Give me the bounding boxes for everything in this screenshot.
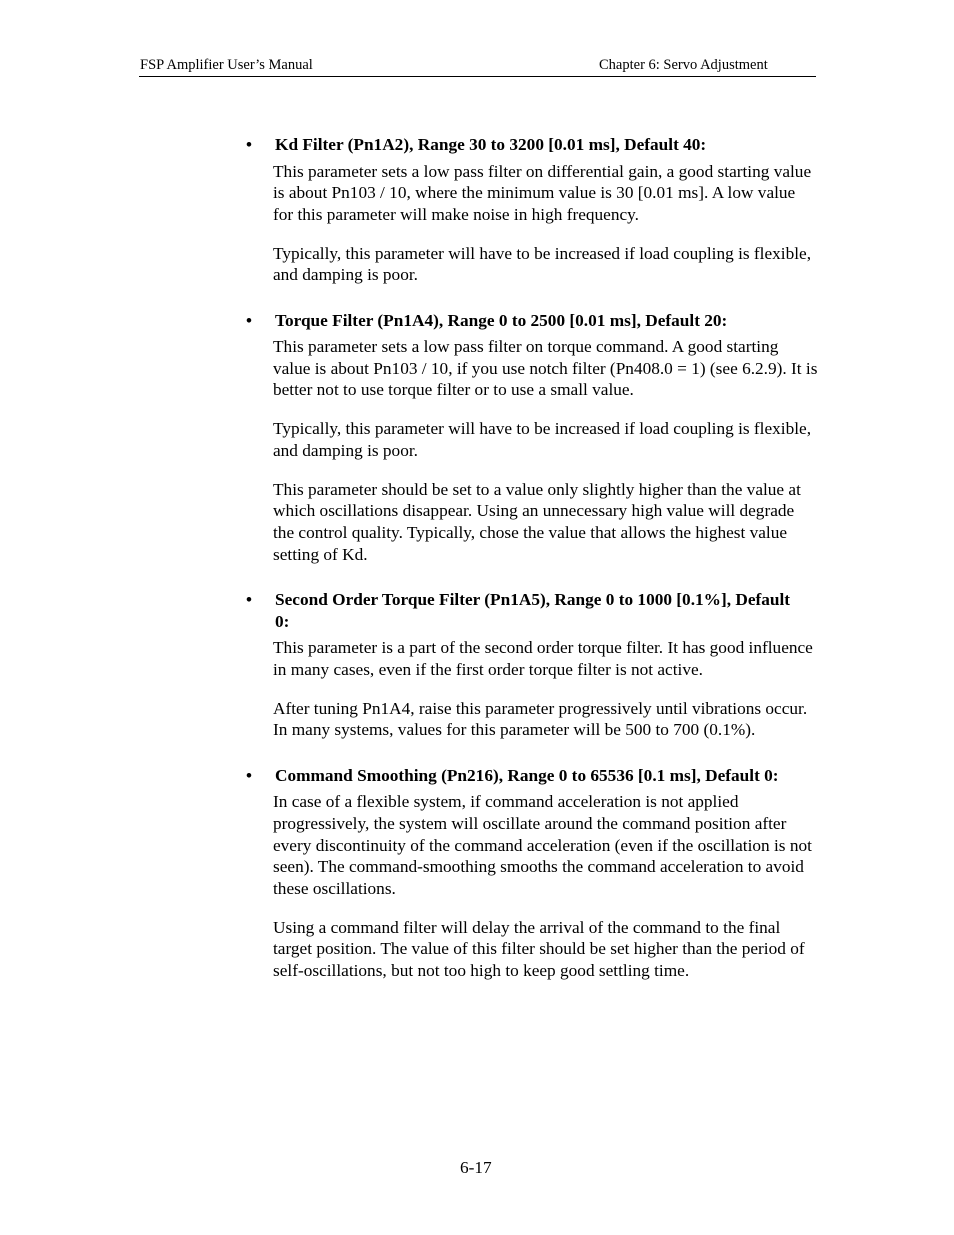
bullet: • xyxy=(246,765,252,785)
paragraph: This parameter should be set to a value only slightly higher than the value at which oscillations disappear. Using an unnecessary high value will degrade the control quality. Typically, chose the value that allows the highest value setting of Kd. xyxy=(273,479,801,564)
paragraph: After tuning Pn1A4, raise this parameter progressively until vibrations occur. In many systems, values for this parameter will be 500 to 700 (0.1%). xyxy=(273,698,808,740)
section-command-smoothing xyxy=(243,765,823,982)
bullet: • xyxy=(246,590,252,610)
bullet: • xyxy=(246,135,252,154)
paragraph: In case of a flexible system, if command acceleration is not applied progressively, the system will oscillate around the command position after every discontinuity of the command acceleration (even if the oscillation is not seen). The command-smoothing smooths the command acceleration to avoid these oscillations. xyxy=(273,792,812,898)
section-heading: Kd Filter (Pn1A2), Range 30 to 3200 [0.01 ms], Default 40: xyxy=(275,135,707,154)
chapter-title: Chapter 6: Servo Adjustment xyxy=(599,57,768,73)
section-kd-filter xyxy=(243,134,823,286)
section-heading: Torque Filter (Pn1A4), Range 0 to 2500 [0.01 ms], Default 20: xyxy=(275,310,728,330)
section-torque-filter xyxy=(243,310,823,565)
paragraph: This parameter is a part of the second order torque filter. It has good influence in many cases, even if the first order torque filter is not active. xyxy=(273,638,813,679)
section-heading: Second Order Torque Filter (Pn1A5), Range 0 to 1000 [0.1%], Default 0: xyxy=(275,590,791,631)
section-second-order-torque-filter xyxy=(243,589,823,741)
section-heading: Command Smoothing (Pn216), Range 0 to 65536 [0.1 ms], Default 0: xyxy=(275,765,779,785)
paragraph: This parameter sets a low pass filter on torque command. A good starting value is about Pn103 / 10, if you use notch filter (Pn408.0 = 1) (see 6.2.9). It is better not to use torque filter or to use a small value. xyxy=(273,337,818,400)
paragraph: Using a command filter will delay the arrival of the command to the final target position. The value of this filter should be set higher than the period of self-oscillations, but not too high to keep good settling time. xyxy=(273,917,805,980)
page-number: 6-17 xyxy=(460,1158,492,1177)
paragraph: Typically, this parameter will have to be increased if load coupling is flexible, and damping is poor. xyxy=(273,419,812,460)
manual-title: FSP Amplifier User’s Manual xyxy=(140,57,313,73)
paragraph: This parameter sets a low pass filter on differential gain, a good starting value is about Pn103 / 10, where the minimum value is 30 [0.01 ms]. A low value for this parameter will make noise in high frequency. xyxy=(273,161,812,224)
paragraph: Typically, this parameter will have to be increased if load coupling is flexible, and damping is poor. xyxy=(273,243,812,285)
page-header xyxy=(139,57,816,77)
bullet: • xyxy=(246,310,252,330)
main-content xyxy=(243,134,823,1005)
